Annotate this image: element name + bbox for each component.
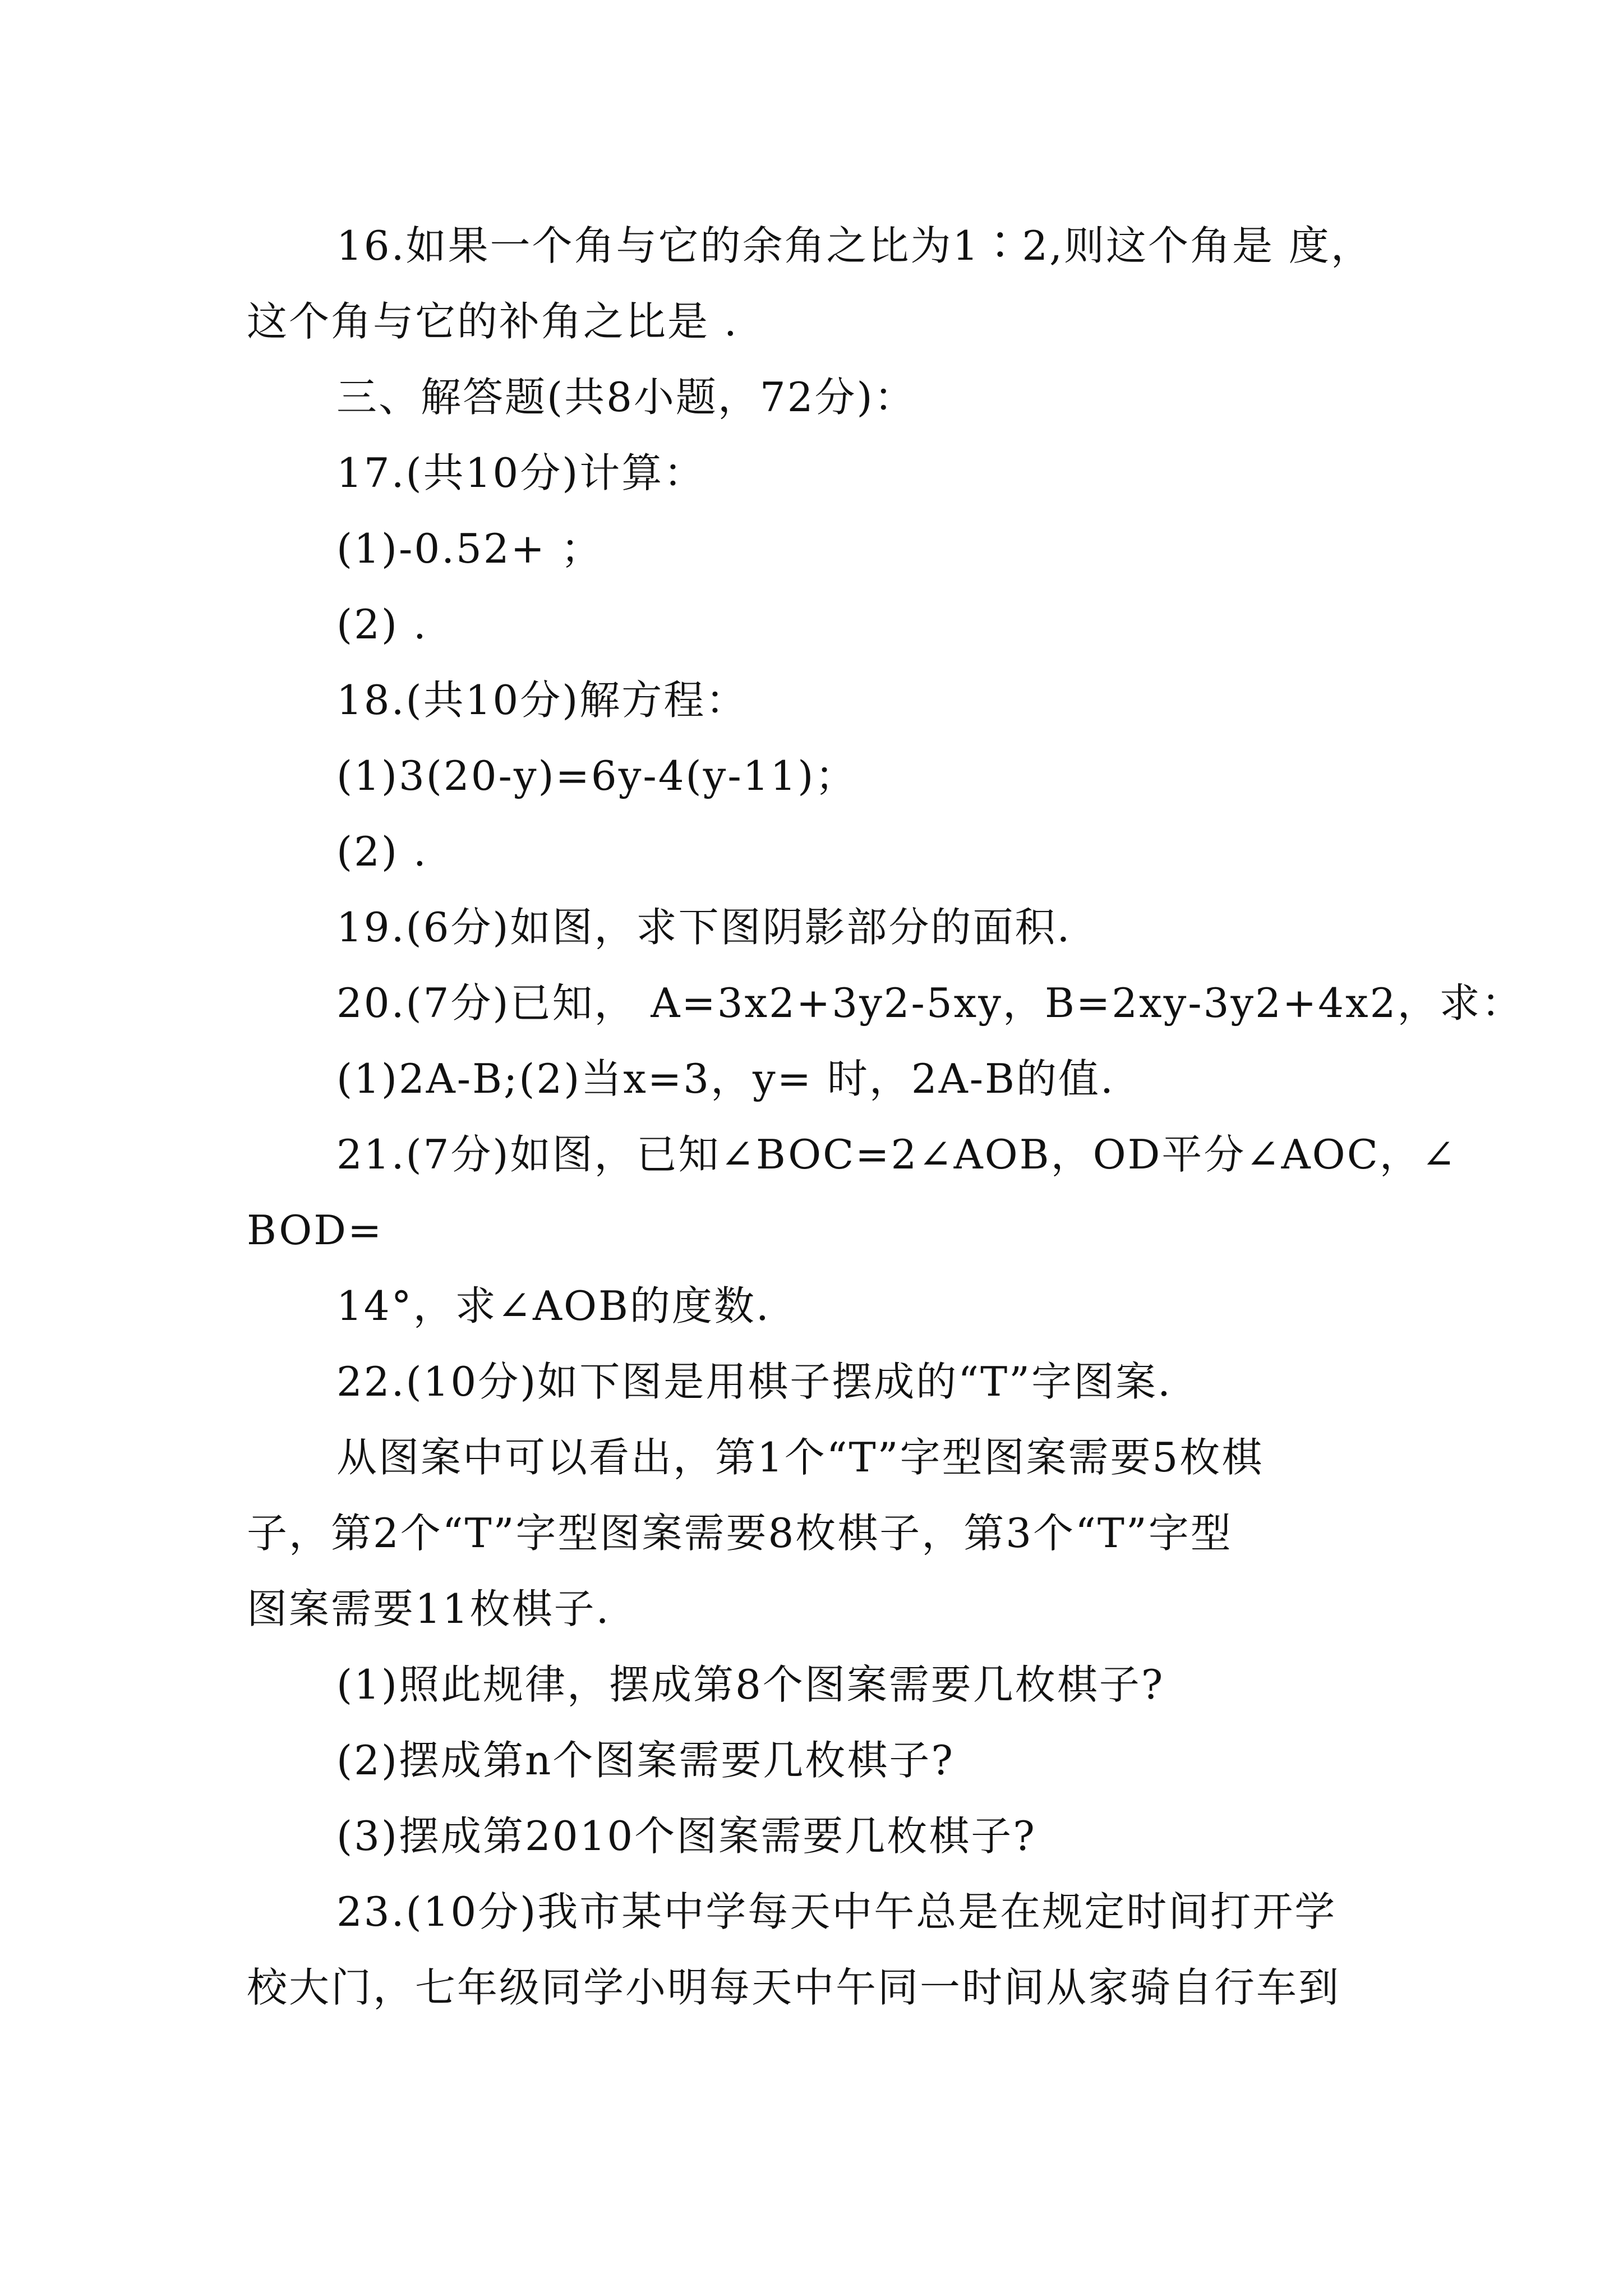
line-q22-1: (1)照此规律，摆成第8个图案需要几枚棋子?	[336, 1661, 1165, 1708]
line-section-heading: 三、解答题(共8小题，72分)：	[336, 374, 916, 421]
line-q16-part1: 16.如果一个角与它的余角之比为1∶2,则这个角是 度，	[336, 222, 1373, 269]
line-q21-part3: 14°，求∠AOB的度数.	[336, 1282, 771, 1329]
line-q22-desc1: 从图案中可以看出，第1个“T”字型图案需要5枚棋	[336, 1434, 1264, 1481]
line-q21-part1: 21.(7分)如图，已知∠BOC=2∠AOB，OD平分∠AOC，∠	[336, 1131, 1458, 1178]
line-q23-part2: 校大门，七年级同学小明每天中午同一时间从家骑自行车到	[247, 1964, 1341, 2011]
line-q17-2: (2) .	[336, 601, 428, 648]
line-q21-part2: BOD=	[247, 1207, 384, 1254]
line-q18-1: (1)3(20-y)=6y-4(y-11)；	[336, 752, 857, 799]
line-q19: 19.(6分)如图，求下图阴影部分的面积.	[336, 904, 1072, 951]
line-q16-part2: 这个角与它的补角之比是 .	[247, 298, 739, 345]
line-q17-1: (1)-0.52+ ；	[336, 525, 603, 572]
line-q22: 22.(10分)如下图是用棋子摆成的“T”字图案.	[336, 1358, 1172, 1405]
line-q22-3: (3)摆成第2010个图案需要几枚棋子?	[336, 1812, 1036, 1860]
line-q17: 17.(共10分)计算：	[336, 449, 706, 496]
line-q22-desc3: 图案需要11枚棋子.	[247, 1585, 611, 1632]
line-q20: 20.(7分)已知， A=3x2+3y2-5xy，B=2xy-3y2+4x2，求：	[336, 979, 1524, 1027]
line-q18-2: (2) .	[336, 828, 428, 875]
line-q23-part1: 23.(10分)我市某中学每天中午总是在规定时间打开学	[336, 1888, 1337, 1935]
line-q20-parts: (1)2A-B;(2)当x=3，y= 时，2A-B的值.	[336, 1055, 1115, 1102]
line-q22-desc2: 子，第2个“T”字型图案需要8枚棋子，第3个“T”字型	[247, 1510, 1233, 1557]
line-q18: 18.(共10分)解方程：	[336, 677, 748, 724]
line-q22-2: (2)摆成第n个图案需要几枚棋子?	[336, 1737, 955, 1784]
